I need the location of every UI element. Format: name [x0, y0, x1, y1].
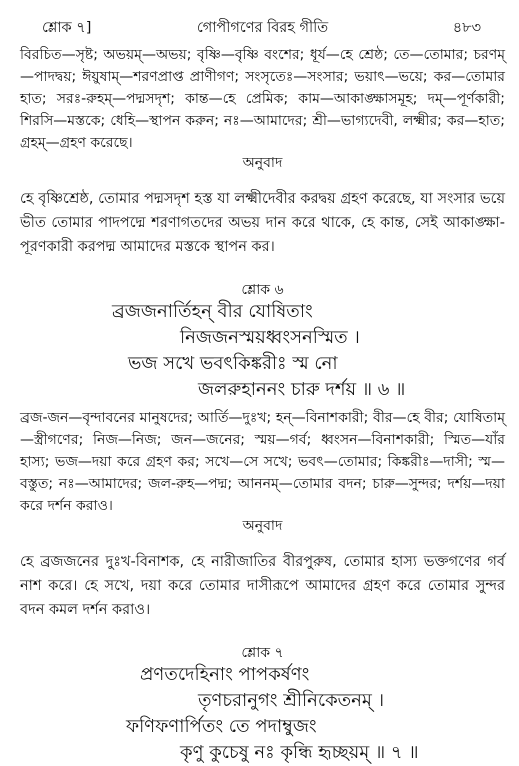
verse-7 — [20, 662, 505, 766]
header-sloka-ref: শ্লোক ৭] — [42, 20, 92, 36]
word-glossary-5: বিরচিত—সৃষ্ট; অভয়ম্—অভয়; বৃষ্ণি—বৃষ্ণি বংশের; ধূর্য—হে শ্রেষ্ঠ; তে—তোমার; চরণম্—পাদদ্বয়; ঈয়ুষাম্—শরণপ্রাপ্ত প্রাণীগণ; সংসৃতেঃ—সংসার; ভয়াৎ—ভয়ে; কর—তোমার হাত; সরঃ-রুহম্—পদ্মসদৃশ; কান্ত—হে প্রেমিক; কাম—আকাঙ্ক্ষাসমূহ; দম্—পূর্ণকারী; শিরসি—মস্তকে; ধেহি—স্থাপন করুন; নঃ—আমাদের; শ্রী—ভাগ্যদেবী, লক্ষ্মীর; কর—হাত; গ্রহম্—গ্রহণ করেছে। — [20, 47, 505, 151]
word-glossary-6: ব্রজ-জন—বৃন্দাবনের মানুষদের; আর্তি—দুঃখ; হন্—বিনাশকারী; বীর—হে বীর; যোষিতাম্—স্ত্রীগণের; নিজ—নিজ; জন—জনের; স্ময়—গর্ব; ধ্বংসন—বিনাশকারী; স্মিত—যাঁর হাস্য; ভজ—দয়া করে গ্রহণ কর; সখে—সে সখে; ভবৎ—তোমার; কিঙ্করীঃ—দাসী; স্ম—বস্তুত; নঃ—আমাদের; জল-রুহ—পদ্ম; আননম্—তোমার বদন; চারু—সুন্দর; দর্শয়—দয়া করে দর্শন করাও। — [20, 410, 505, 514]
header-page-number: ৪৮৩ — [452, 20, 481, 36]
sloka-heading-7: শ্লোক ৭ — [241, 645, 284, 661]
translation-5: হে বৃষ্ণিশ্রেষ্ঠ, তোমার পদ্মসদৃশ হস্ত যা লক্ষ্মীদেবীর করদ্বয় গ্রহণ করেছে, যা সংসার ভয়ে ভীত তোমার পাদপদ্মে শরণাগতদের অভয় দান করে থাকে, হে কান্ত, সেই আকাঙ্ক্ষা-পূরণকারী করপদ্ম আমাদের মস্তকে স্থাপন কর। — [20, 190, 505, 255]
translation-label-6: অনুবাদ — [242, 518, 283, 534]
sloka-heading-6: শ্লোক ৬ — [241, 282, 284, 298]
verse-6-line-2: নিজজনস্ময়ধ্বংসনস্মিত । — [180, 327, 360, 348]
verse-6-line-1: ব্রজজনার্তিহন্ বীর যোষিতাং — [112, 301, 313, 322]
verse-7-line-3: ফণিফণার্পিতং তে পদাম্বুজং — [126, 716, 317, 737]
verse-7-line-1: প্রণতদেহিনাং পাপকর্ষণং — [140, 664, 310, 685]
verse-7-line-4: কৃণু কুচেষু নঃ কৃন্ধি হৃচ্ছয়ম্ ॥ ৭ ॥ — [180, 742, 419, 763]
verse-6-line-3: ভজ সখে ভবৎকিঙ্করীঃ স্ম নো — [128, 353, 338, 374]
verse-7-line-2: তৃণচরানুগং শ্রীনিকেতনম্ । — [198, 690, 385, 711]
page-header — [20, 0, 505, 44]
verse-6 — [20, 299, 505, 403]
verse-6-line-4: জলরুহাননং চারু দর্শয় ॥ ৬ ॥ — [198, 379, 406, 400]
translation-6: হে ব্রজজনের দুঃখ-বিনাশক, হে নারীজাতির বীরপুরুষ, তোমার হাস্য ভক্তগণের গর্ব নাশ করে। হে সখে, দয়া করে তোমার দাসীরূপে আমাদের গ্রহণ করে তোমার সুন্দর বদন কমল দর্শন করাও। — [20, 553, 505, 618]
header-chapter-title: গোপীগণের বিরহ গীতি — [196, 20, 329, 36]
translation-label-5: অনুবাদ — [242, 155, 283, 171]
